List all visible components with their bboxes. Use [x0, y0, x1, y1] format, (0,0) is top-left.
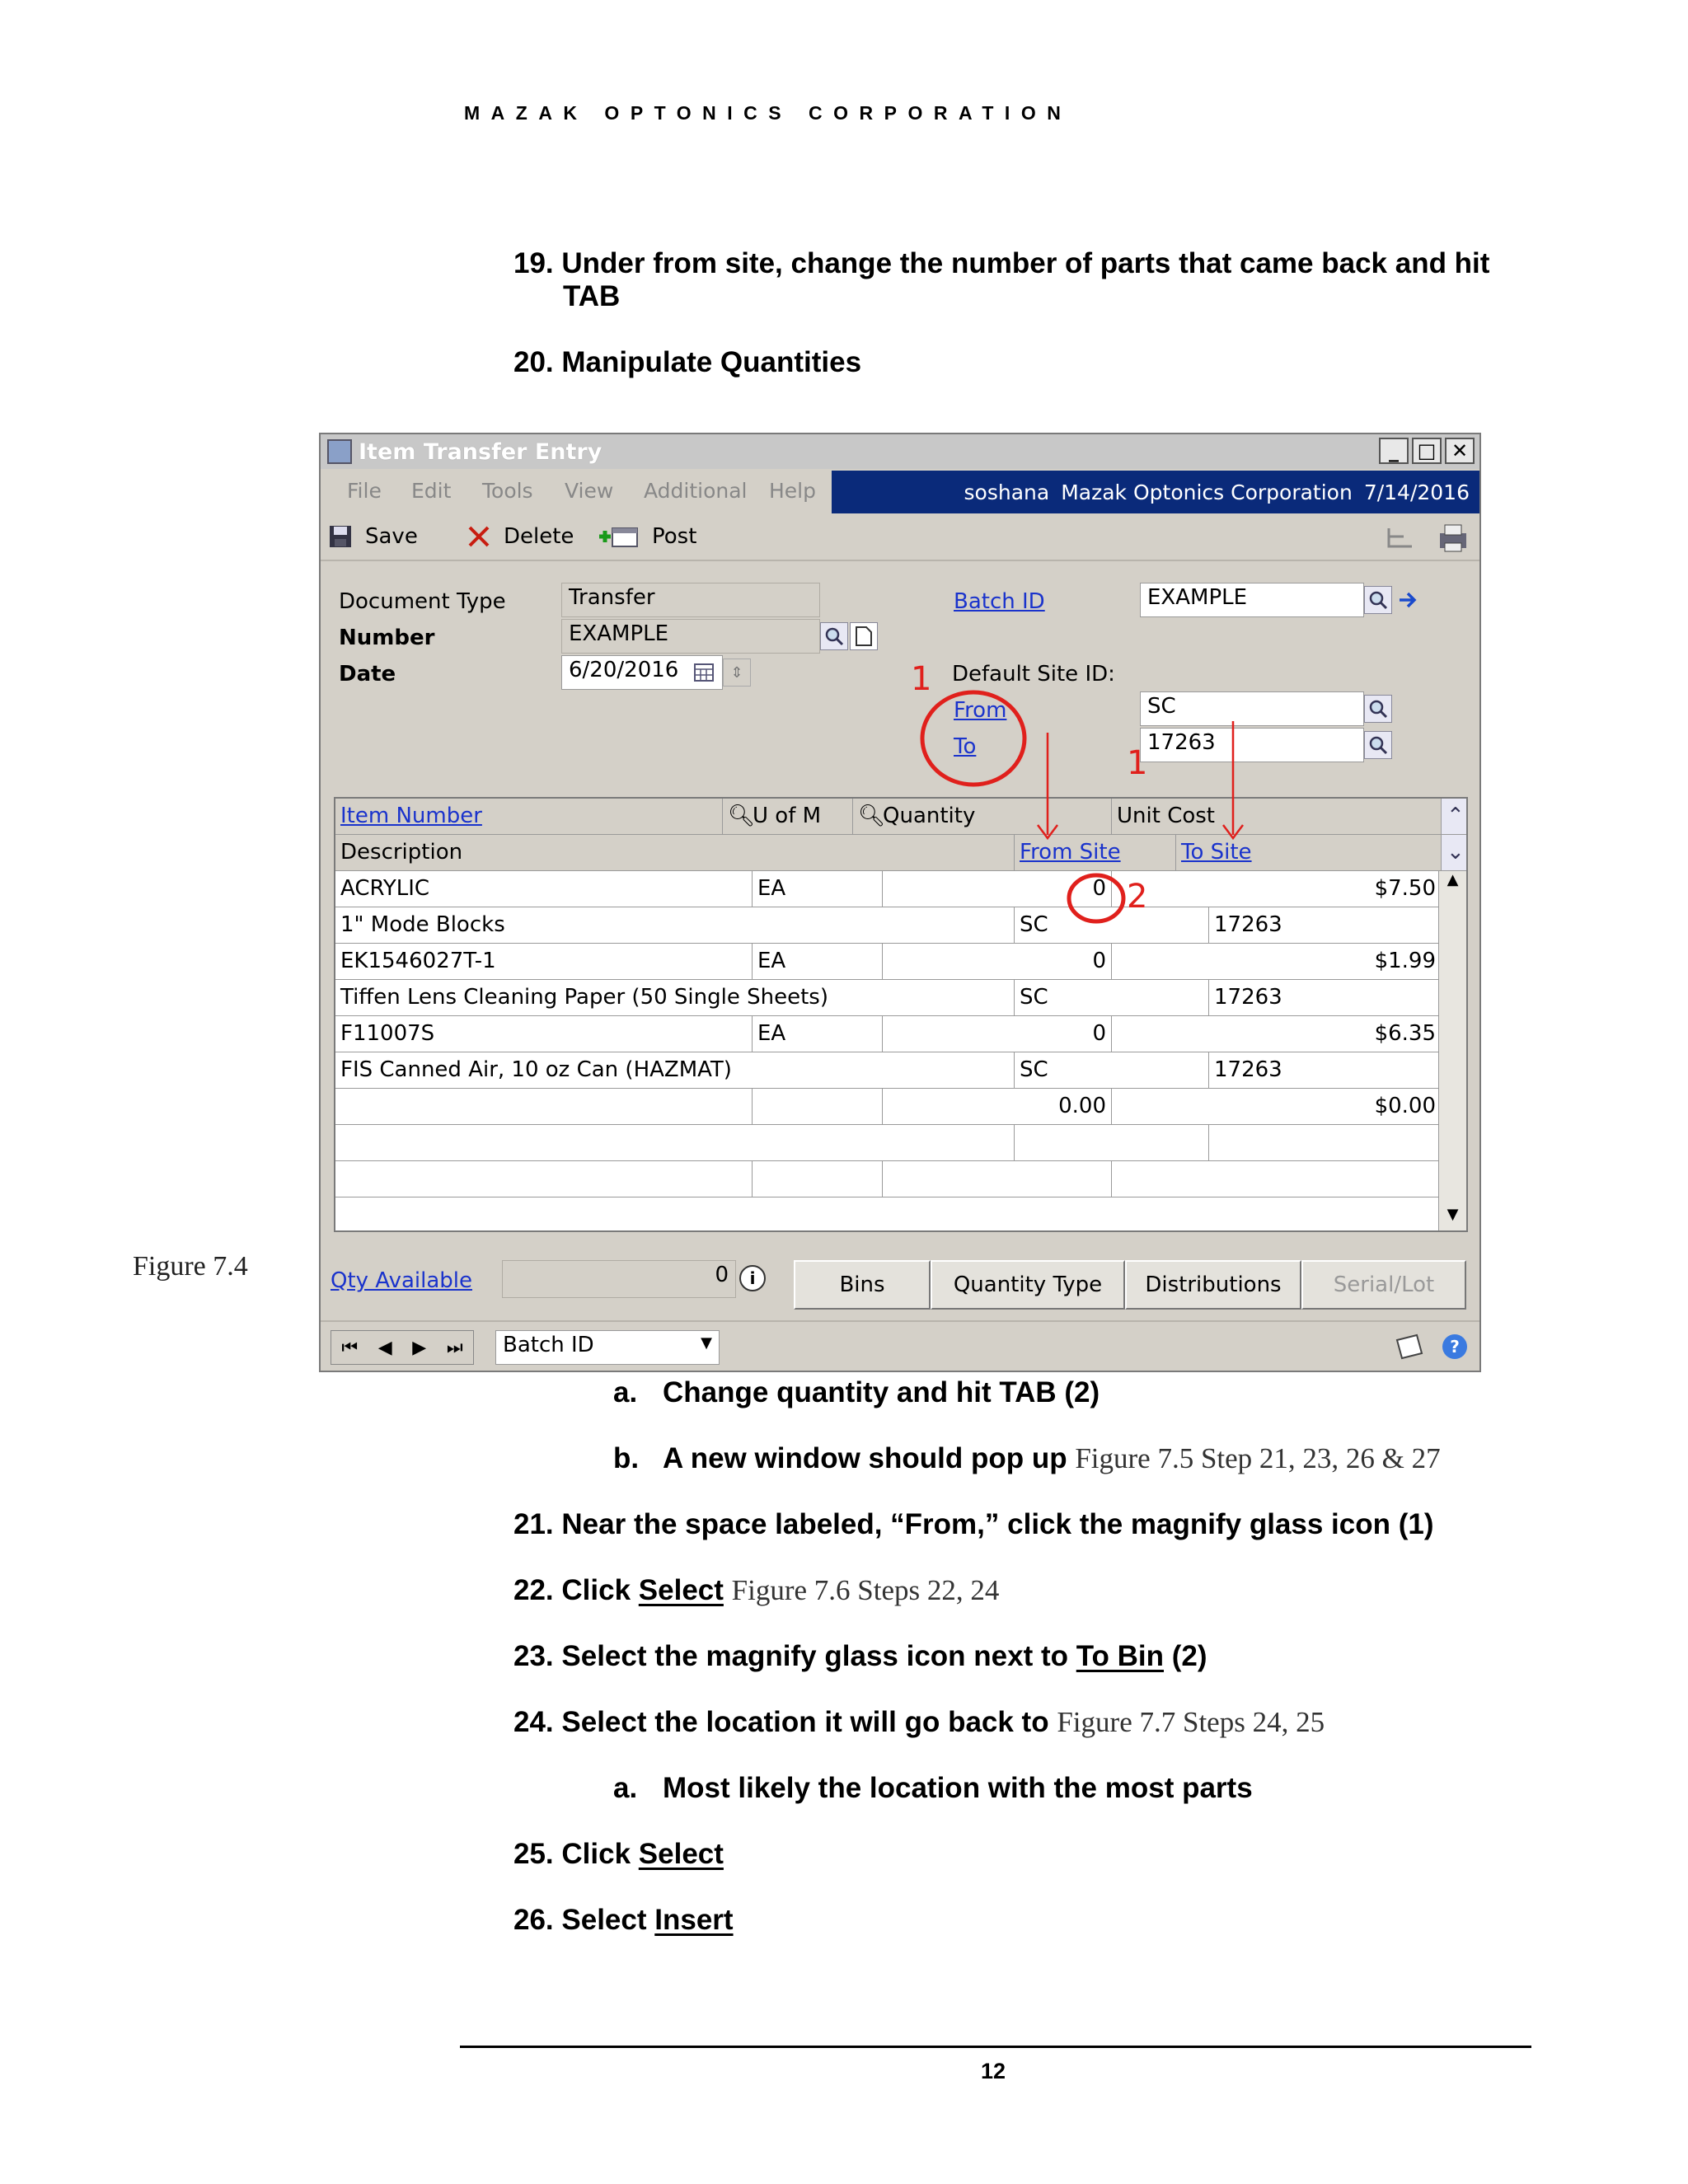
calendar-icon [693, 662, 715, 683]
step-text: Under from site, change the number of parts that came back and hit [561, 247, 1490, 279]
step-19 [513, 247, 1489, 280]
grid-header-row-2 [335, 835, 1466, 871]
date-spinner[interactable] [723, 658, 751, 687]
from-link[interactable]: From [954, 698, 1007, 723]
step-20 [513, 346, 861, 379]
to-site-cell[interactable]: 17263 [1209, 907, 1442, 944]
step-text: Select [561, 1904, 647, 1936]
calendar-button[interactable] [690, 658, 718, 687]
step-number: 19. [513, 247, 554, 279]
quantity-cell[interactable]: 0.00 [883, 1089, 1112, 1125]
expand-rows-button[interactable] [1442, 835, 1468, 871]
step-number: 21. [513, 1508, 554, 1540]
step-text: Change quantity and hit TAB (2) [663, 1376, 1100, 1408]
empty-cell[interactable] [883, 1161, 1112, 1197]
info-icon: i [749, 1268, 756, 1288]
menu-help[interactable]: Help [769, 479, 816, 503]
magnify-glass-icon: 🔍︎ [728, 804, 756, 828]
dropdown-arrow-icon: ▼ [701, 1334, 712, 1352]
document-type-label: Document Type [339, 589, 506, 614]
unit-cost-cell[interactable]: $6.35 [1112, 1016, 1442, 1052]
magnify-glass-icon [823, 626, 845, 647]
number-label: Number [339, 626, 435, 650]
number-field[interactable]: EXAMPLE [561, 619, 820, 654]
step-21 [513, 1508, 1434, 1541]
item-number-cell[interactable]: F11007S [335, 1016, 753, 1052]
printer-icon[interactable] [1435, 522, 1471, 555]
svg-text:?: ? [1450, 1337, 1460, 1357]
to-site-field[interactable]: 17263 [1140, 728, 1364, 762]
step-number: 22. [513, 1574, 554, 1606]
to-bin-emphasis: To Bin [1076, 1640, 1164, 1672]
menu-view[interactable]: View [565, 479, 614, 503]
batch-id-link[interactable]: Batch ID [954, 589, 1045, 614]
figure-reference: Figure 7.6 Steps 22, 24 [731, 1574, 1000, 1606]
uofm-header-label: U of M [753, 804, 822, 828]
step-number: 20. [513, 346, 554, 378]
step-number: b. [613, 1442, 640, 1474]
uofm-cell[interactable]: EA [753, 1016, 883, 1052]
step-a-most-likely [613, 1772, 1253, 1805]
step-number: 24. [513, 1706, 554, 1738]
user-name: soshana [964, 480, 1050, 504]
to-link[interactable]: To [954, 734, 977, 759]
menu-additional[interactable]: Additional [644, 479, 748, 503]
insert-emphasis: Insert [654, 1904, 734, 1936]
item-number-cell[interactable]: ACRYLIC [335, 871, 753, 907]
empty-cell[interactable] [335, 1161, 753, 1197]
collapse-rows-button[interactable] [1442, 799, 1468, 835]
scroll-down-arrow-icon[interactable]: ▼ [1447, 1206, 1459, 1223]
post-label: Post [652, 524, 697, 549]
grid-scrollbar[interactable] [1438, 871, 1466, 1230]
minimize-button[interactable]: _ [1379, 438, 1409, 464]
browse-bar [321, 1320, 1479, 1371]
from-site-header[interactable]: From Site [1015, 835, 1176, 871]
step-text: A new window should pop up [663, 1442, 1067, 1474]
description-cell[interactable] [335, 1125, 1015, 1161]
help-icon[interactable] [1440, 1332, 1470, 1361]
save-button[interactable] [327, 523, 418, 550]
step-text: Manipulate Quantities [561, 346, 862, 378]
step-text-suffix: (2) [1171, 1640, 1207, 1672]
user-info-bar [832, 471, 1479, 513]
document-type-field[interactable]: Transfer [561, 583, 820, 617]
item-grid [334, 797, 1468, 1232]
to-site-header[interactable]: To Site [1176, 835, 1442, 871]
distributions-button[interactable]: Distributions [1125, 1260, 1301, 1310]
double-chevron-down-icon: ⌄ [1447, 840, 1465, 865]
unit-cost-header: Unit Cost [1112, 799, 1442, 835]
last-record-icon[interactable]: ⏭︎ [446, 1337, 463, 1358]
step-number: a. [613, 1376, 638, 1408]
unit-cost-cell[interactable]: $7.50 [1112, 871, 1442, 907]
user-date: 7/14/2016 [1363, 480, 1470, 504]
previous-record-icon[interactable]: ◀ [377, 1337, 392, 1358]
step-text: Click [561, 1838, 631, 1870]
post-button[interactable] [598, 523, 696, 550]
magnify-glass-icon [1367, 698, 1389, 719]
step-text: Near the space labeled, “From,” click the magnify glass icon (1) [561, 1508, 1434, 1540]
step-text: Most likely the location with the most parts [663, 1772, 1253, 1804]
quantity-cell[interactable]: 0 [883, 944, 1112, 980]
double-chevron-up-icon: ⌃ [1447, 804, 1465, 828]
maximize-button[interactable]: □ [1412, 438, 1442, 464]
delete-button[interactable] [466, 523, 574, 550]
step-number: 23. [513, 1640, 554, 1672]
qty-available-field: 0 [502, 1260, 736, 1298]
quantity-cell[interactable]: 0 [883, 1016, 1112, 1052]
description-header: Description [335, 835, 1015, 871]
save-icon [327, 523, 354, 550]
arrow-right-icon [1397, 589, 1418, 611]
step-23 [513, 1640, 1207, 1673]
serial-lot-button[interactable]: Serial/Lot [1301, 1260, 1466, 1310]
step-text: Select the magnify glass icon next to [561, 1640, 1068, 1672]
annotation-marker-1b: 1 [1127, 744, 1148, 782]
note-icon [855, 626, 873, 647]
close-button[interactable]: ✕ [1445, 438, 1475, 464]
to-site-cell[interactable]: 17263 [1209, 980, 1442, 1016]
menu-edit[interactable]: Edit [411, 479, 452, 503]
select-emphasis: Select [638, 1574, 724, 1606]
unit-cost-cell[interactable]: $1.99 [1112, 944, 1442, 980]
browse-by-select[interactable] [495, 1330, 720, 1365]
qty-available-link[interactable]: Qty Available [331, 1268, 472, 1293]
quantity-header[interactable] [853, 799, 1112, 835]
footer-rule [460, 2046, 1531, 2048]
figure-reference: Figure 7.5 Step 21, 23, 26 & 27 [1075, 1442, 1441, 1474]
note-button[interactable] [850, 622, 878, 650]
to-site-cell[interactable]: 17263 [1209, 1052, 1442, 1089]
description-cell[interactable]: FIS Canned Air, 10 oz Can (HAZMAT) [335, 1052, 1015, 1089]
step-number: a. [613, 1772, 638, 1804]
number-lookup-button[interactable] [820, 622, 848, 650]
to-site-lookup-button[interactable] [1364, 731, 1392, 759]
from-site-cell[interactable]: SC [1015, 980, 1209, 1016]
step-25 [513, 1838, 724, 1871]
first-record-icon[interactable]: ⏮︎ [341, 1337, 359, 1358]
menu-file[interactable]: File [347, 479, 382, 503]
empty-cell[interactable] [1112, 1161, 1442, 1197]
note-icon[interactable] [1392, 1332, 1427, 1361]
item-number-cell[interactable]: EK1546027T-1 [335, 944, 753, 980]
from-site-lookup-button[interactable] [1364, 695, 1392, 723]
default-site-label: Default Site ID: [952, 662, 1115, 687]
figure-label: Figure 7.4 [133, 1251, 248, 1282]
step-text: Click [561, 1574, 631, 1606]
info-button[interactable] [739, 1265, 766, 1291]
magnify-glass-icon [1367, 589, 1389, 611]
annotation-marker-2: 2 [1127, 878, 1148, 916]
page-header: MAZAK OPTONICS CORPORATION [464, 102, 1072, 124]
step-26 [513, 1904, 734, 1937]
annotation-marker-1a: 1 [911, 660, 932, 698]
bins-button[interactable]: Bins [794, 1260, 931, 1310]
grid-header-row-1 [335, 799, 1466, 835]
save-label: Save [365, 524, 418, 549]
step-text: Select the location it will go back to [561, 1706, 1049, 1738]
uofm-cell[interactable]: EA [753, 871, 883, 907]
tree-icon[interactable] [1384, 523, 1417, 553]
magnify-glass-icon: 🔍︎ [858, 804, 886, 828]
uofm-header[interactable] [723, 799, 853, 835]
empty-cell[interactable] [753, 1161, 883, 1197]
title-bar [321, 434, 1479, 469]
app-icon [327, 439, 352, 464]
uofm-cell[interactable]: EA [753, 944, 883, 980]
step-number: 25. [513, 1838, 554, 1870]
from-site-cell[interactable]: SC [1015, 1052, 1209, 1089]
to-site-cell[interactable] [1209, 1125, 1442, 1161]
from-site-cell[interactable]: SC [1015, 907, 1209, 944]
date-label: Date [339, 662, 396, 687]
figure-reference: Figure 7.7 Steps 24, 25 [1057, 1706, 1325, 1738]
quantity-cell[interactable]: 0 [883, 871, 1112, 907]
step-19-continued: TAB [563, 280, 621, 312]
step-22 [513, 1574, 999, 1607]
magnify-glass-icon [1367, 734, 1389, 756]
item-number-cell[interactable] [335, 1089, 753, 1125]
window-title: Item Transfer Entry [359, 438, 603, 465]
batch-id-go-button[interactable] [1394, 586, 1422, 614]
date-field[interactable]: 6/20/2016 [561, 655, 723, 690]
toolbar [321, 515, 1479, 561]
batch-id-lookup-button[interactable] [1364, 586, 1392, 614]
browse-by-value: Batch ID [503, 1333, 594, 1357]
item-transfer-entry-window [319, 433, 1481, 1372]
item-number-header[interactable]: Item Number [335, 799, 723, 835]
from-site-field[interactable]: SC [1140, 691, 1364, 726]
description-cell[interactable]: Tiffen Lens Cleaning Paper (50 Single Sheets) [335, 980, 1015, 1016]
menu-tools[interactable]: Tools [482, 479, 533, 503]
post-icon [598, 523, 640, 550]
page-number: 12 [981, 2059, 1006, 2083]
spinner-arrows-icon: ⇕ [730, 663, 743, 682]
delete-icon [466, 523, 492, 550]
record-navigation [331, 1330, 474, 1365]
company-name: Mazak Optonics Corporation [1061, 480, 1353, 504]
uofm-cell[interactable] [753, 1089, 883, 1125]
unit-cost-cell[interactable]: $0.00 [1112, 1089, 1442, 1125]
delete-label: Delete [504, 524, 574, 549]
select-emphasis: Select [638, 1838, 724, 1870]
from-site-cell[interactable] [1015, 1125, 1209, 1161]
step-number: 26. [513, 1904, 554, 1936]
quantity-header-label: Quantity [883, 804, 976, 828]
batch-id-field[interactable]: EXAMPLE [1140, 583, 1364, 617]
step-24 [513, 1706, 1325, 1739]
description-cell[interactable]: 1" Mode Blocks [335, 907, 1015, 944]
quantity-type-button[interactable]: Quantity Type [931, 1260, 1125, 1310]
step-a-change-quantity [613, 1376, 1100, 1409]
scroll-up-arrow-icon[interactable]: ▲ [1447, 871, 1459, 888]
next-record-icon[interactable]: ▶ [412, 1337, 427, 1358]
step-b-new-window [613, 1442, 1441, 1475]
